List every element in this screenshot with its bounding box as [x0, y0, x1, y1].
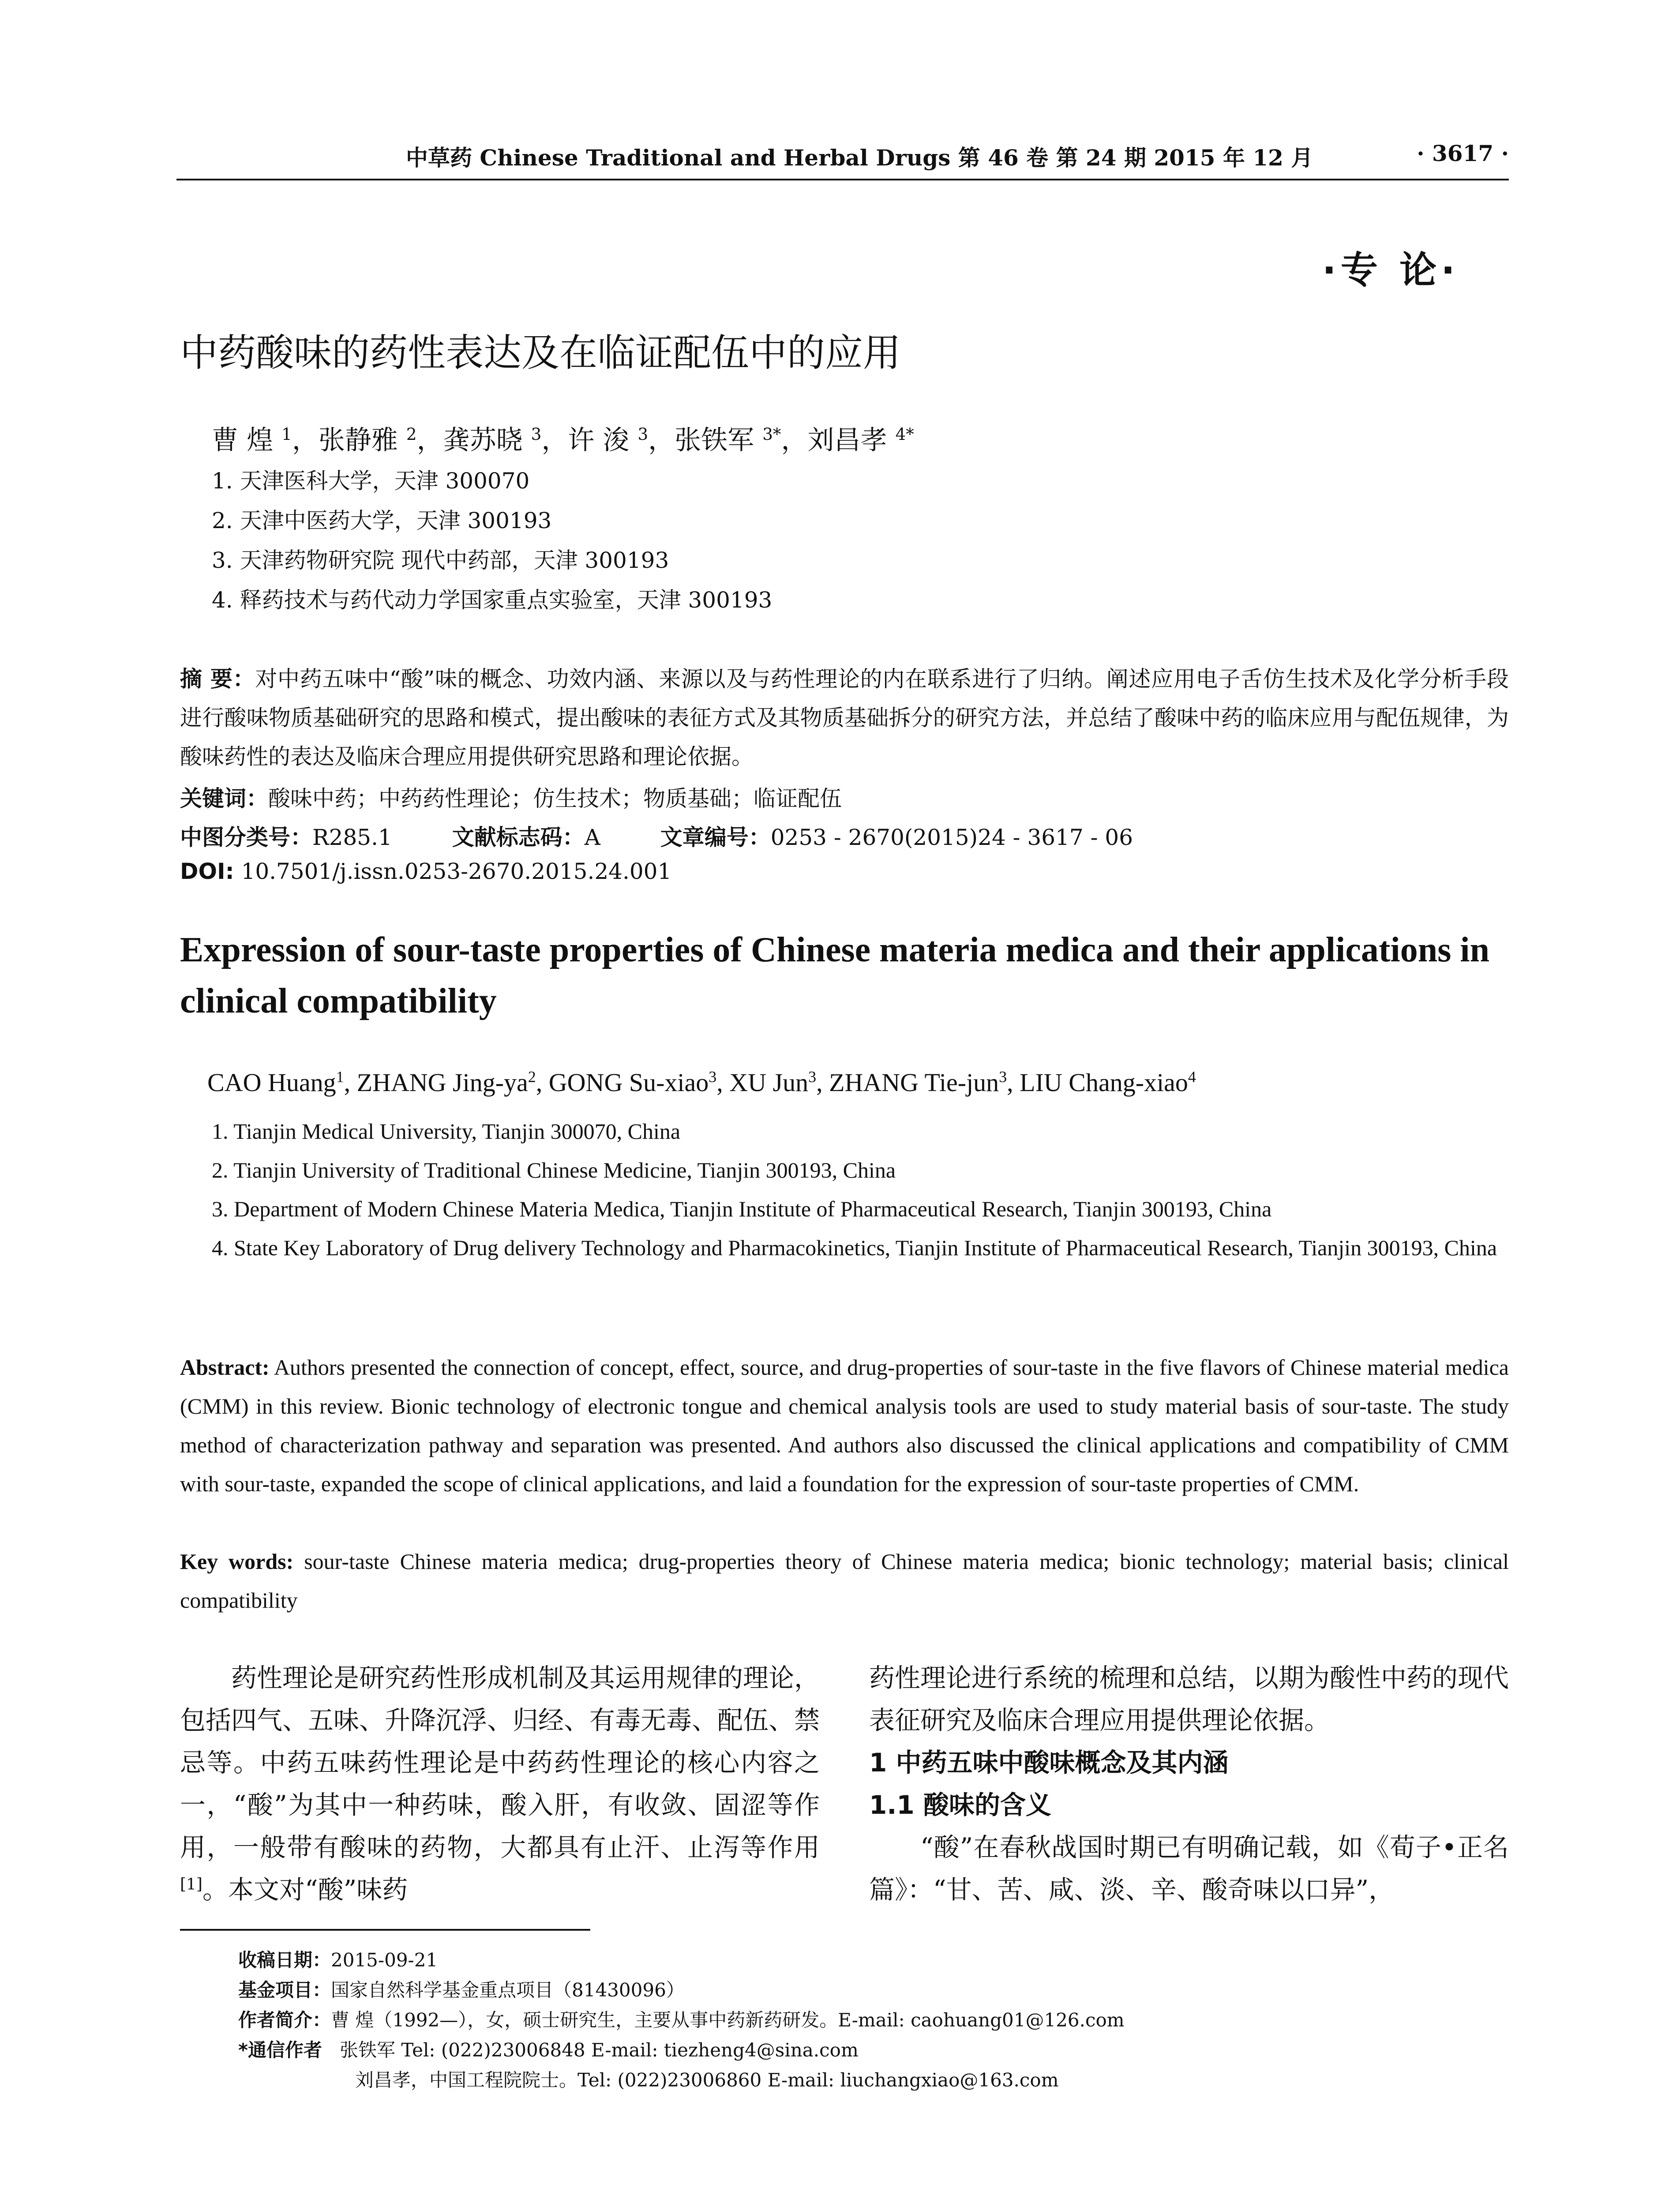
clc-label: 中图分类号： — [180, 825, 312, 850]
body-text: 药性理论是研究药性形成机制及其运用规律的理论，包括四气、五味、升降沉浮、归经、有毒无毒、配伍、禁忌等。中药五味药性理论是中药药性理论的核心内容之一，“酸”为其中一种药味，酸入肝，有收敛、固涩等作用，一般带有酸味的药物，大都具有止汗、止泻等作用 — [180, 1663, 820, 1862]
authors-cn: 曹 煌 $^1$，张静雅 $^2$，龚苏晓 $^3$，许 浚 $^3$，张铁军 $^{3*}$，刘昌孝 $^{4*}$ — [212, 424, 914, 456]
doc-code-label: 文献标志码： — [452, 825, 585, 850]
footnote-rule — [180, 1929, 590, 1931]
body-column-right — [869, 1657, 1509, 1911]
doc-code-value: A — [584, 825, 600, 850]
affiliation-en-4: 4. State Key Laboratory of Drug delivery Technology and Pharmacokinetics, Tianjin Institute of Pharmaceutical Research, Tianjin 300193, China — [212, 1235, 1497, 1260]
affiliation-cn-2: 2. 天津中医药大学，天津 300193 — [212, 508, 552, 533]
citation-ref: [1] — [180, 1875, 202, 1894]
affiliation-en-3: 3. Department of Modern Chinese Materia Medica, Tianjin Institute of Pharmaceutical Research, Tianjin 300193, China — [212, 1197, 1272, 1221]
author-bio-value: 曹 煌（1992—），女，硕士研究生，主要从事中药新药研发。E-mail: caohuang01@126.com — [331, 2009, 1125, 2031]
abstract-en-label: Abstract: — [180, 1355, 270, 1380]
running-header — [176, 140, 1509, 177]
doi-value: 10.7501/j.issn.0253-2670.2015.24.001 — [241, 859, 672, 884]
classification-line — [180, 820, 1133, 852]
corresponding-label: *通信作者 — [238, 2039, 322, 2061]
affiliation-en-1: 1. Tianjin Medical University, Tianjin 300070, China — [212, 1119, 681, 1144]
section-heading-1: 1 中药五味中酸味概念及其内涵 — [869, 1748, 1229, 1778]
corresponding-value-1: 张铁军 Tel: (022)23006848 E-mail: tiezheng4@sina.com — [340, 2039, 859, 2061]
received-value: 2015-09-21 — [331, 1949, 438, 1971]
column-label: ·专 论· — [1322, 248, 1459, 292]
abstract-cn-text: 对中药五味中“酸”味的概念、功效内涵、来源以及与药性理论的内在联系进行了归纳。阐述应用电子舌仿生技术及化学分析手段进行酸味物质基础研究的思路和模式，提出酸味的表征方式及其物质基础拆分的研究方法，并总结了酸味中药的临床应用与配伍规律，为酸味药性的表达及临床合理应用提供研究思路和理论依据。 — [180, 666, 1509, 769]
fund-value: 国家自然科学基金重点项目（81430096） — [331, 1979, 685, 2001]
abstract-cn-label: 摘 要： — [180, 666, 255, 692]
body-paragraph-continued: 药性理论进行系统的梳理和总结，以期为酸性中药的现代表征研究及临床合理应用提供理论依据。 — [869, 1663, 1509, 1735]
affiliation-en-2: 2. Tianjin University of Traditional Chinese Medicine, Tianjin 300193, China — [212, 1158, 896, 1182]
abstract-en — [180, 1348, 1509, 1503]
clc-value: R285.1 — [312, 825, 392, 850]
keywords-en-label: Key words: — [180, 1549, 294, 1574]
affiliation-cn-3: 3. 天津药物研究院 现代中药部，天津 300193 — [212, 548, 669, 573]
body-paragraph — [180, 1657, 820, 1911]
keywords-cn-label: 关键词： — [180, 786, 268, 811]
authors-en — [207, 1068, 1196, 1097]
footnote-received — [238, 1946, 438, 1972]
authors-en-text: CAO Huang$^1$, ZHANG Jing-$ya^2$, GONG Su-xiao$^3$, XU Jun$^3$, ZHANG Tie-jun$^3$, LIU Chang-xiao$^4$ — [207, 1068, 1196, 1097]
author-bio-label: 作者简介： — [238, 2009, 331, 2031]
doi-line — [180, 859, 671, 884]
abstract-en-text: Authors presented the connection of concept, effect, source, and drug-properties of sour-taste in the five flavors of Chinese material medica (CMM) in this review. Bionic technology of electronic tongue and chemical analysis tools are used to study material basis of sour-taste. The study method of characterization pathway and separation was presented. And authors also discussed the clinical applications and compatibility of CMM with sour-taste, expanded the scope of clinical applications, and laid a foundation for the expression of sour-taste properties of CMM. — [180, 1355, 1509, 1496]
journal-header: 中草药 Chinese Traditional and Herbal Drugs 第 46 卷 第 24 期 2015 年 12 月 — [406, 145, 1313, 171]
affiliation-cn-4: 4. 释药技术与药代动力学国家重点实验室，天津 300193 — [212, 587, 772, 613]
keywords-en-text: sour-taste Chinese materia medica; drug-properties theory of Chinese materia medica; bionic technology; material basis; clinical compatibility — [180, 1549, 1509, 1613]
body-column-left — [180, 1657, 820, 1911]
section-heading-1-1: 1.1 酸味的含义 — [869, 1790, 1051, 1820]
body-text-tail: 。本文对“酸”味药 — [202, 1875, 408, 1905]
article-no-value: 0253 - 2670(2015)24 - 3617 - 06 — [770, 825, 1133, 850]
keywords-cn — [180, 781, 842, 813]
header-rule — [176, 179, 1509, 180]
doi-label: DOI: — [180, 859, 234, 884]
keywords-cn-text: 酸味中药；中药药性理论；仿生技术；物质基础；临证配伍 — [268, 786, 842, 811]
page-number: · 3617 · — [1417, 140, 1509, 166]
body-paragraph: “酸”在春秋战国时期已有明确记载，如《荀子•正名篇》：“甘、苦、咸、淡、辛、酸奇味以口异”， — [869, 1832, 1509, 1905]
received-label: 收稿日期： — [238, 1949, 331, 1971]
article-no-label: 文章编号： — [660, 825, 771, 850]
title-en: Expression of sour-taste properties of Chinese materia medica and their applications in clinical compatibility — [180, 930, 1490, 1020]
title-cn: 中药酸味的药性表达及在临证配伍中的应用 — [180, 331, 901, 375]
footnote-fund — [238, 1976, 685, 2002]
footnote-corresponding-2: 刘昌孝，中国工程院院士。Tel: (022)23006860 E-mail: liuchangxiao@163.com — [355, 2069, 1059, 2091]
keywords-en — [180, 1542, 1509, 1620]
abstract-cn — [180, 660, 1509, 776]
footnote-corresponding — [238, 2036, 859, 2062]
footnote-author — [238, 2006, 1125, 2032]
affiliation-cn-1: 1. 天津医科大学，天津 300070 — [212, 468, 530, 494]
fund-label: 基金项目： — [238, 1979, 331, 2001]
